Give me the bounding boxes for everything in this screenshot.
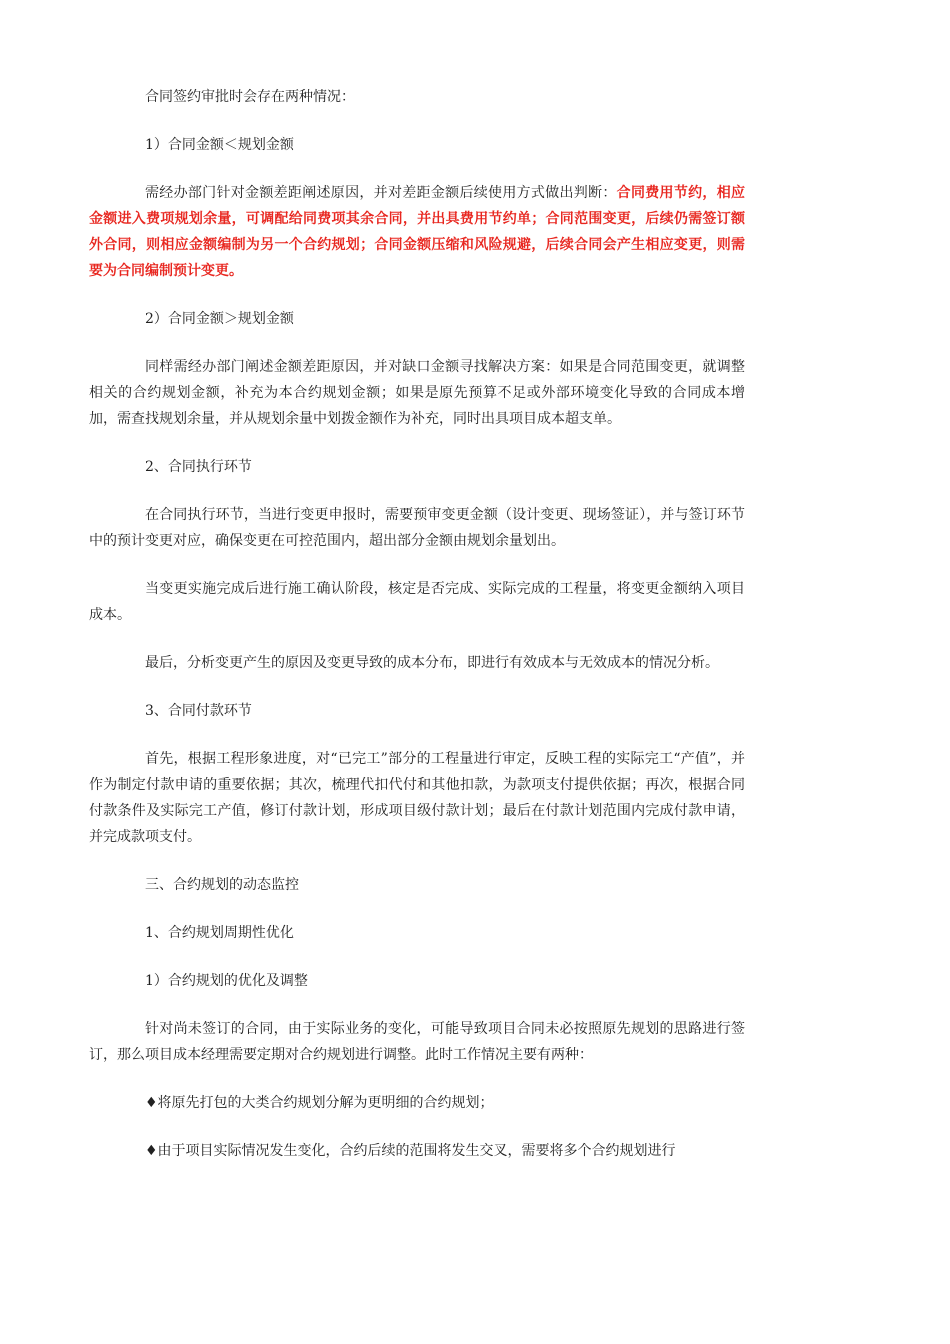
bullet-item-merge: ♦由于项目实际情况发生变化，合约后续的范围将发生交叉，需要将多个合约规划进行	[145, 1143, 676, 1159]
paragraph-execution-confirm: 当变更实施完成后进行施工确认阶段，核定是否完成、实际完成的工程量，将变更金额纳入项目成本。	[89, 581, 745, 623]
paragraph-optimization: 针对尚未签订的合同，由于实际业务的变化，可能导致项目合同未必按照原先规划的思路进行签订，那么项目成本经理需要定期对合约规划进行调整。此时工作情况主要有两种：	[89, 1021, 745, 1063]
heading-contract-payment: 3、合同付款环节	[145, 703, 252, 719]
paragraph-amount-less-normal: 需经办部门针对金额差距阐述原因，并对差距金额后续使用方式做出判断：	[145, 185, 617, 201]
heading-periodic-optimization: 1、合约规划周期性优化	[145, 925, 294, 941]
paragraph-execution-change: 在合同执行环节，当进行变更申报时，需要预审变更金额（设计变更、现场签证），并与签订环节中的预计变更对应，确保变更在可控范围内，超出部分金额由规划余量划出。	[89, 507, 745, 549]
heading-contract-execution: 2、合同执行环节	[145, 459, 252, 475]
paragraph-payment: 首先，根据工程形象进度，对“已完工”部分的工程量进行审定，反映工程的实际完工“产值”，并作为制定付款申请的重要依据；其次，梳理代扣代付和其他扣款，为款项支付提供依据；再次，根据合同付款条件及实际完工产值，修订付款计划，形成项目级付款计划；最后在付款计划范围内完成付款申请，并完成款项支付。	[89, 751, 745, 845]
bullet-item-decompose: ♦将原先打包的大类合约规划分解为更明细的合约规划；	[145, 1095, 494, 1111]
heading-amount-less: 1）合同金额＜规划金额	[145, 137, 294, 153]
document-page	[89, 84, 745, 1186]
paragraph-execution-analysis: 最后，分析变更产生的原因及变更导致的成本分布，即进行有效成本与无效成本的情况分析。	[145, 655, 719, 671]
paragraph-amount-greater: 同样需经办部门阐述金额差距原因，并对缺口金额寻找解决方案：如果是合同范围变更，就调整相关的合约规划金额，补充为本合约规划金额；如果是原先预算不足或外部环境变化导致的合同成本增加，需查找规划余量，并从规划余量中划拨金额作为补充，同时出具项目成本超支单。	[89, 359, 745, 427]
paragraph-amount-less	[89, 180, 745, 284]
heading-dynamic-monitoring: 三、合约规划的动态监控	[145, 877, 299, 893]
heading-amount-greater: 2）合同金额＞规划金额	[145, 311, 294, 327]
paragraph-amount-less-highlight: 合同费用节约，相应金额进入费项规划余量，可调配给同费项其余合同，并出具费用节约单；合同范围变更，后续仍需签订额外合同，则相应金额编制为另一个合约规划；合同金额压缩和风险规避，后续合同会产生相应变更，则需要为合同编制预计变更。	[89, 185, 746, 279]
heading-optimization-adjustment: 1）合约规划的优化及调整	[145, 973, 308, 989]
paragraph-intro: 合同签约审批时会存在两种情况：	[145, 89, 355, 105]
